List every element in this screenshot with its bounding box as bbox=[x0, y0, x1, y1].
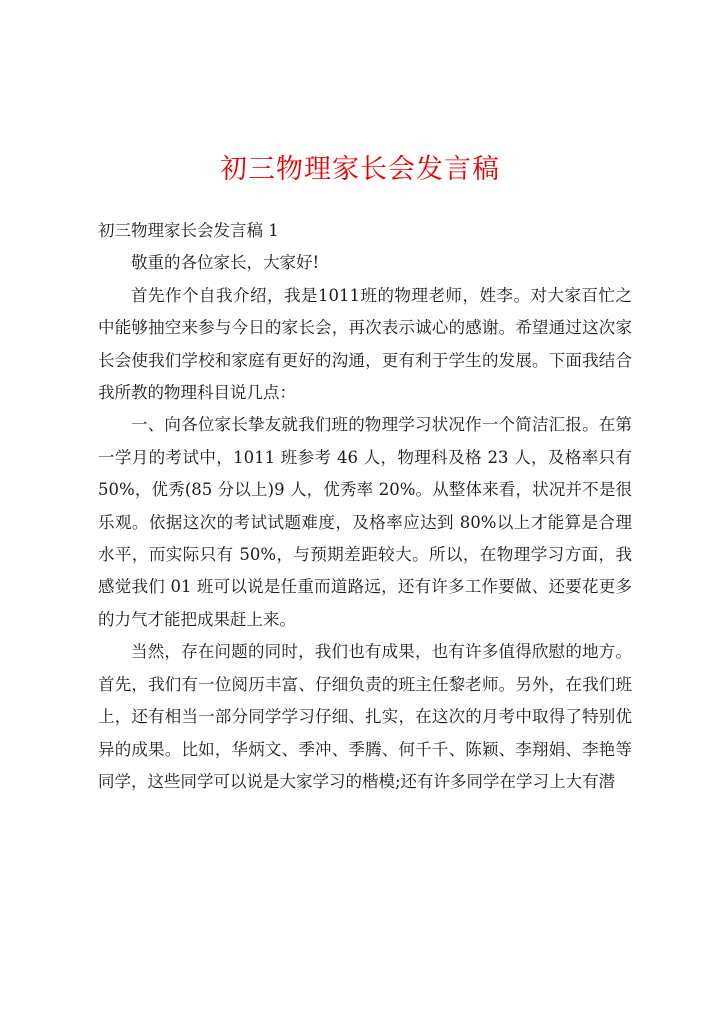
paragraph-greeting: 敬重的各位家长，大家好! bbox=[131, 253, 320, 273]
section-heading: 初三物理家长会发言稿 1 bbox=[98, 221, 279, 240]
document-body bbox=[98, 215, 632, 798]
paragraph-achievements: 当然，存在问题的同时，我们也有成果，也有许多值得欣慰的地方。首先，我们有一位阅历丰富、仔细负责的班主任黎老师。另外，在我们班上，还有相当一部分同学学习仔细、扎实，在这次的月考中取得了特别优异的成果。比如，华炳文、季冲、季腾、何千千、陈颖、李翔娟、李艳等同学，这些同学可以说是大家学习的楷模;还有许多同学在学习上大有潜 bbox=[98, 642, 632, 791]
paragraph-introduction: 首先作个自我介绍，我是1011班的物理老师，姓李。对大家百忙之中能够抽空来参与今日的家长会，再次表示诚心的感谢。希望通过这次家长会使我们学校和家庭有更好的沟通，更有利于学生的发展。下面我结合我所教的物理科目说几点： bbox=[98, 285, 632, 403]
paragraph-report: 一、向各位家长挚友就我们班的物理学习状况作一个简洁汇报。在第一学月的考试中，1011 班参考 46 人，物理科及格 23 人，及格率只有 50%，优秀(85 分以上)9 人，优秀率 20%。从整体来看，状况并不是很乐观。依据这次的考试试题难度，及格率应达到 80%以上才能算是合理水平，而实际只有 50%，与预期差距较大。所以，在物理学习方面，我感觉我们 01 班可以说是任重而道路远，还有许多工作要做、还要花更多的力气才能把成果赶上来。 bbox=[98, 415, 632, 629]
document-title: 初三物理家长会发言稿 bbox=[220, 154, 500, 185]
